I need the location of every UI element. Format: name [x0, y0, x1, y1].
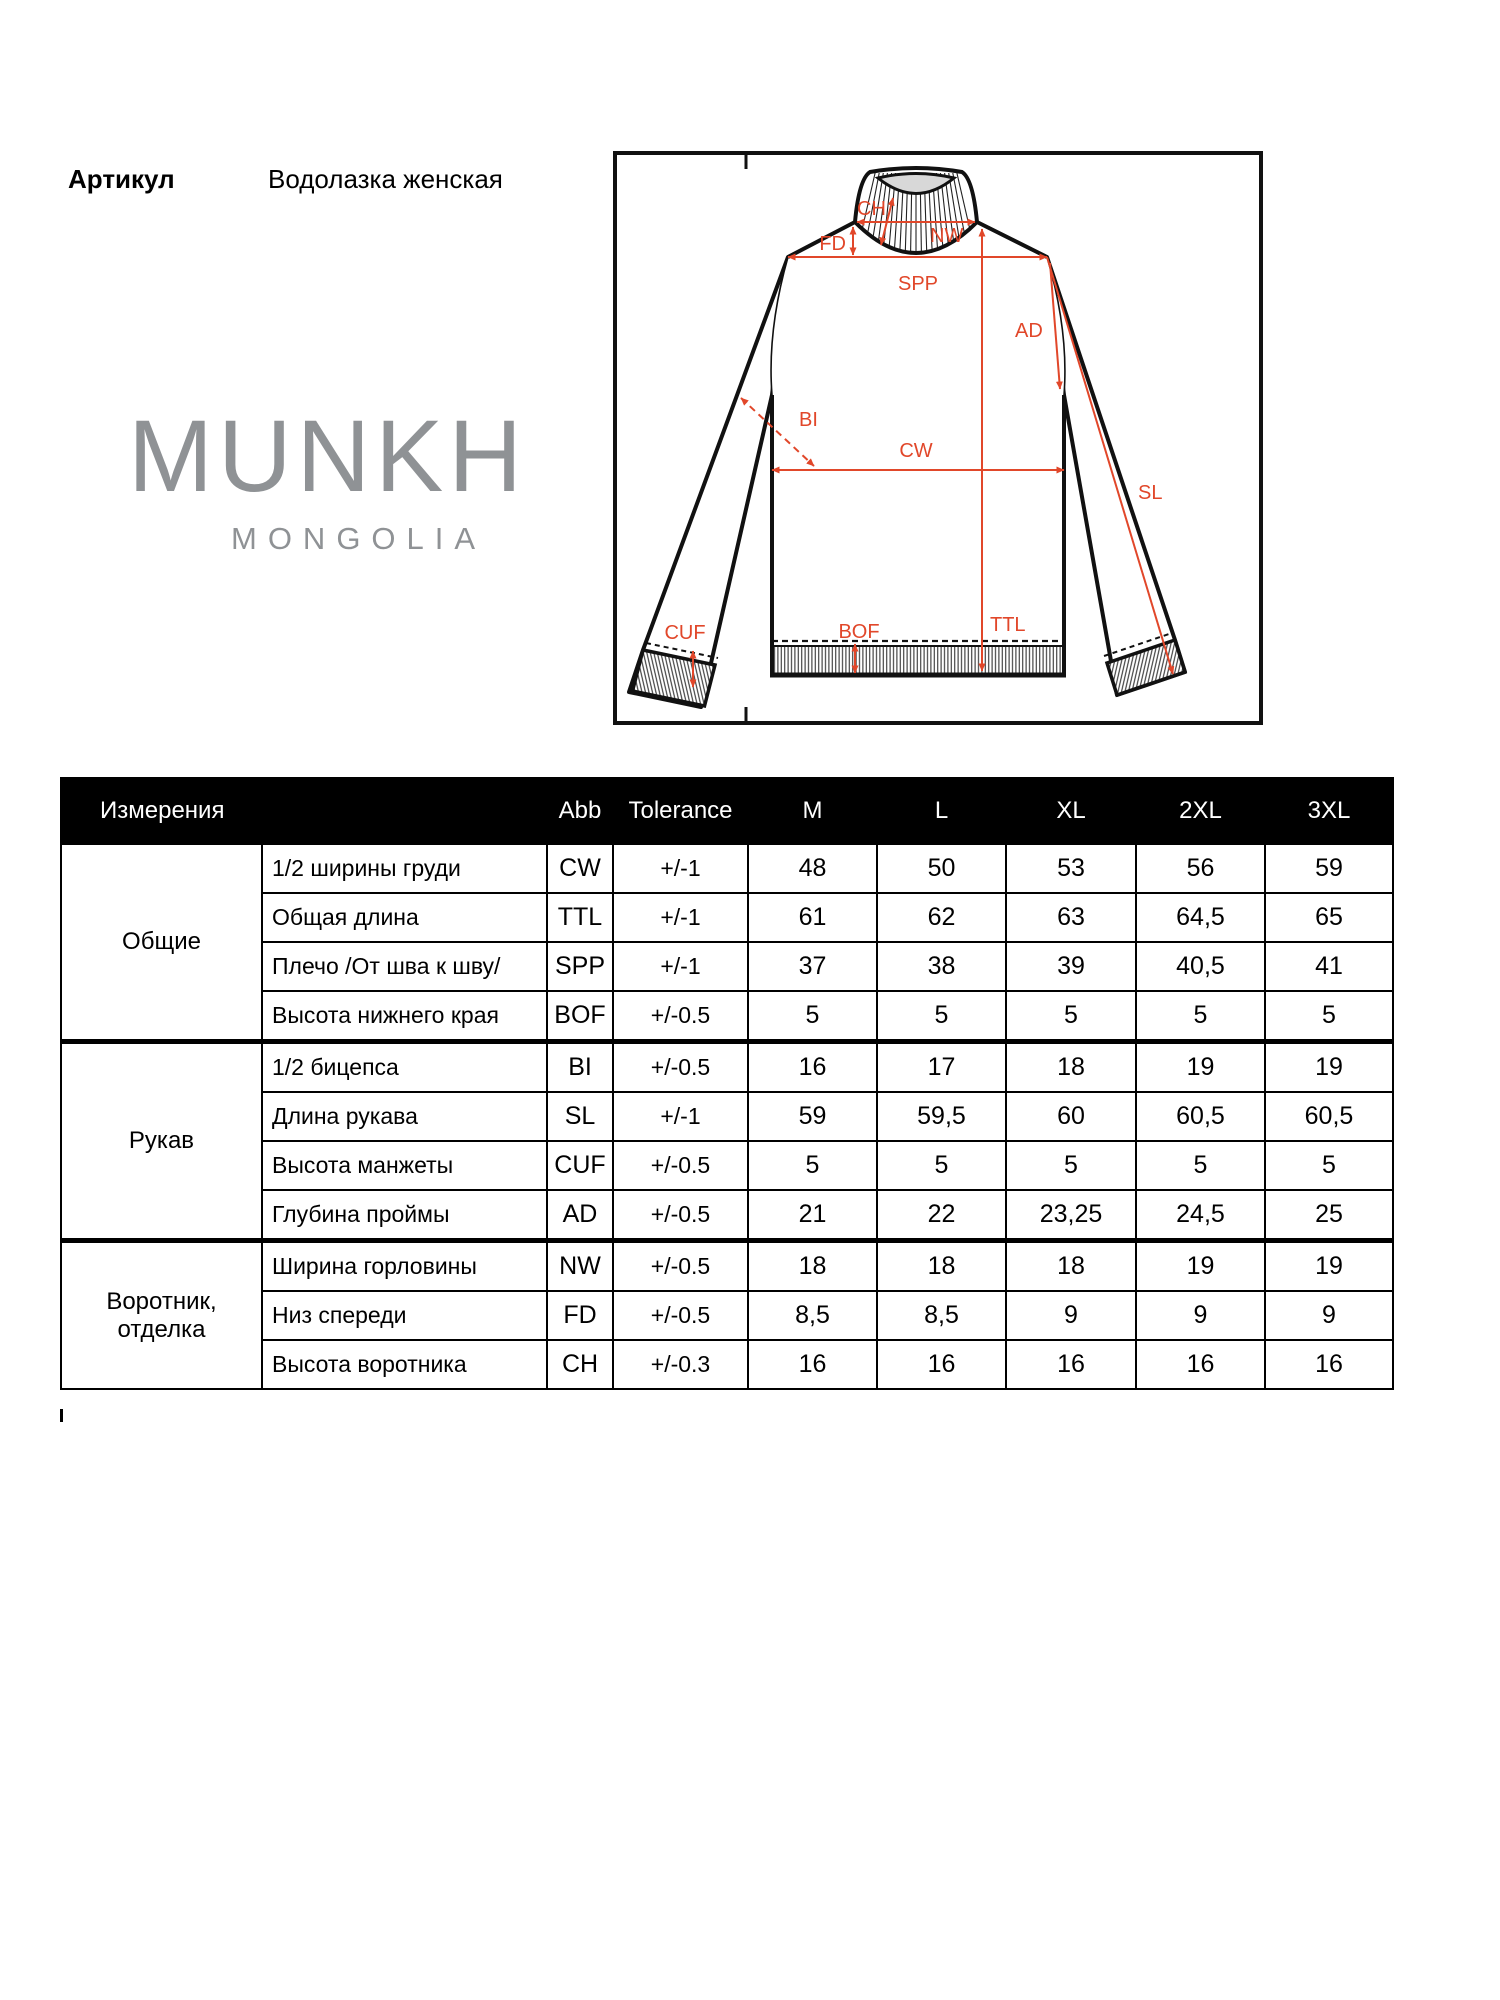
abb-cell: SPP [547, 942, 613, 991]
value-cell: 53 [1006, 844, 1136, 893]
value-cell: 17 [877, 1042, 1006, 1093]
tolerance-cell: +/-0.3 [613, 1340, 748, 1389]
measurement-name-cell: Низ спереди [262, 1291, 547, 1340]
table-left-border-stub [60, 1409, 63, 1422]
tolerance-cell: +/-1 [613, 942, 748, 991]
label-nw: NW [930, 225, 964, 247]
size-measurement-table [60, 777, 1394, 1390]
value-cell: 60 [1006, 1092, 1136, 1141]
value-cell: 48 [748, 844, 877, 893]
measurement-name-cell: 1/2 бицепса [262, 1042, 547, 1093]
value-cell: 5 [877, 1141, 1006, 1190]
abb-cell: CW [547, 844, 613, 893]
table-row [61, 1042, 1393, 1093]
value-cell: 62 [877, 893, 1006, 942]
value-cell: 59,5 [877, 1092, 1006, 1141]
value-cell: 16 [748, 1340, 877, 1389]
product-name: Водолазка женская [268, 164, 503, 194]
value-cell: 19 [1265, 1241, 1393, 1292]
tolerance-cell: +/-0.5 [613, 991, 748, 1042]
table-header [61, 778, 1393, 844]
measurement-name-cell: Длина рукава [262, 1092, 547, 1141]
value-cell: 63 [1006, 893, 1136, 942]
value-cell: 56 [1136, 844, 1265, 893]
value-cell: 5 [877, 991, 1006, 1042]
value-cell: 19 [1265, 1042, 1393, 1093]
value-cell: 23,25 [1006, 1190, 1136, 1241]
value-cell: 5 [1136, 1141, 1265, 1190]
value-cell: 9 [1265, 1291, 1393, 1340]
table-body [61, 844, 1393, 1389]
label-bof: BOF [838, 621, 880, 643]
value-cell: 22 [877, 1190, 1006, 1241]
tolerance-cell: +/-1 [613, 844, 748, 893]
value-cell: 38 [877, 942, 1006, 991]
value-cell: 5 [1265, 1141, 1393, 1190]
column-header-size-2xl: 2XL [1136, 778, 1265, 844]
value-cell: 24,5 [1136, 1190, 1265, 1241]
value-cell: 5 [1136, 991, 1265, 1042]
group-cell: Воротник, отделка [61, 1241, 262, 1390]
value-cell: 59 [1265, 844, 1393, 893]
value-cell: 8,5 [748, 1291, 877, 1340]
value-cell: 64,5 [1136, 893, 1265, 942]
column-header-measurements: Измерения [61, 778, 547, 844]
column-header-size-3xl: 3XL [1265, 778, 1393, 844]
value-cell: 50 [877, 844, 1006, 893]
value-cell: 8,5 [877, 1291, 1006, 1340]
value-cell: 60,5 [1136, 1092, 1265, 1141]
column-header-size-l: L [877, 778, 1006, 844]
value-cell: 18 [1006, 1042, 1136, 1093]
label-cw: CW [899, 440, 933, 462]
value-cell: 18 [1006, 1241, 1136, 1292]
group-cell: Общие [61, 844, 262, 1042]
label-spp: SPP [897, 273, 939, 295]
value-cell: 5 [1006, 1141, 1136, 1190]
abb-cell: TTL [547, 893, 613, 942]
tolerance-cell: +/-1 [613, 1092, 748, 1141]
value-cell: 9 [1136, 1291, 1265, 1340]
measurement-name-cell: 1/2 ширины груди [262, 844, 547, 893]
label-ad: AD [1015, 320, 1043, 342]
abb-cell: CH [547, 1340, 613, 1389]
value-cell: 61 [748, 893, 877, 942]
value-cell: 25 [1265, 1190, 1393, 1241]
table-row [61, 844, 1393, 893]
brand-logo: MUNKH [128, 399, 527, 513]
table-row [61, 1241, 1393, 1292]
label-bi: BI [799, 409, 818, 431]
measurement-name-cell: Высота нижнего края [262, 991, 547, 1042]
value-cell: 18 [748, 1241, 877, 1292]
value-cell: 39 [1006, 942, 1136, 991]
value-cell: 9 [1006, 1291, 1136, 1340]
bottom-hem [770, 641, 1066, 675]
abb-cell: BI [547, 1042, 613, 1093]
measurement-name-cell: Глубина проймы [262, 1190, 547, 1241]
column-header-tolerance: Tolerance [613, 778, 748, 844]
value-cell: 18 [877, 1241, 1006, 1292]
label-ch: CH [857, 198, 886, 220]
tolerance-cell: +/-1 [613, 893, 748, 942]
value-cell: 37 [748, 942, 877, 991]
value-cell: 16 [1006, 1340, 1136, 1389]
abb-cell: CUF [547, 1141, 613, 1190]
measurement-name-cell: Ширина горловины [262, 1241, 547, 1292]
value-cell: 65 [1265, 893, 1393, 942]
value-cell: 5 [1265, 991, 1393, 1042]
article-label: Артикул [68, 164, 175, 194]
label-sl: SL [1138, 482, 1163, 504]
label-cuf: CUF [664, 622, 706, 644]
value-cell: 16 [1136, 1340, 1265, 1389]
measurement-name-cell: Плечо /От шва к шву/ [262, 942, 547, 991]
group-cell: Рукав [61, 1042, 262, 1241]
brand-logo-subtitle: MONGOLIA [231, 521, 487, 556]
value-cell: 19 [1136, 1042, 1265, 1093]
measurement-name-cell: Высота манжеты [262, 1141, 547, 1190]
value-cell: 5 [748, 991, 877, 1042]
abb-cell: NW [547, 1241, 613, 1292]
value-cell: 60,5 [1265, 1092, 1393, 1141]
tolerance-cell: +/-0.5 [613, 1190, 748, 1241]
abb-cell: SL [547, 1092, 613, 1141]
value-cell: 59 [748, 1092, 877, 1141]
abb-cell: BOF [547, 991, 613, 1042]
measurement-name-cell: Общая длина [262, 893, 547, 942]
column-header-abb: Abb [547, 778, 613, 844]
abb-cell: FD [547, 1291, 613, 1340]
tolerance-cell: +/-0.5 [613, 1241, 748, 1292]
abb-cell: AD [547, 1190, 613, 1241]
sweater-measurement-diagram [613, 151, 1263, 725]
tolerance-cell: +/-0.5 [613, 1141, 748, 1190]
column-header-size-xl: XL [1006, 778, 1136, 844]
tolerance-cell: +/-0.5 [613, 1042, 748, 1093]
value-cell: 21 [748, 1190, 877, 1241]
measurement-name-cell: Высота воротника [262, 1340, 547, 1389]
value-cell: 19 [1136, 1241, 1265, 1292]
value-cell: 16 [877, 1340, 1006, 1389]
tolerance-cell: +/-0.5 [613, 1291, 748, 1340]
value-cell: 5 [1006, 991, 1136, 1042]
label-fd: FD [819, 233, 846, 255]
value-cell: 41 [1265, 942, 1393, 991]
value-cell: 16 [1265, 1340, 1393, 1389]
label-ttl: TTL [990, 614, 1026, 636]
column-header-size-m: M [748, 778, 877, 844]
value-cell: 16 [748, 1042, 877, 1093]
value-cell: 5 [748, 1141, 877, 1190]
value-cell: 40,5 [1136, 942, 1265, 991]
